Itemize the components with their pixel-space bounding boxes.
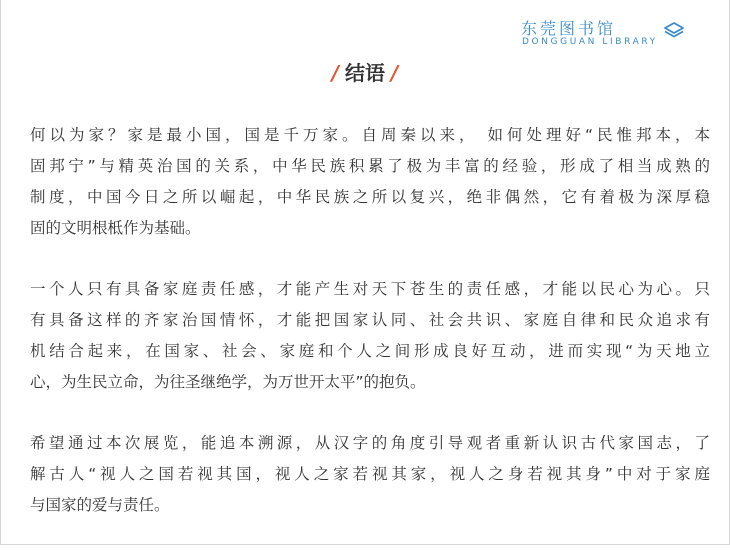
paragraph-2 bbox=[30, 274, 710, 398]
section-heading bbox=[0, 57, 730, 86]
heading-left-slash: / bbox=[331, 61, 339, 85]
body-text bbox=[30, 120, 710, 551]
paragraph-line: 固的文明根柢作为基础。 bbox=[30, 219, 201, 237]
paragraph-line: 制度，中国今日之所以崛起，中华民族之所以复兴，绝非偶然，它有着极为深厚稳 bbox=[30, 188, 710, 206]
paragraph-line: 与国家的爱与责任。 bbox=[30, 496, 170, 514]
heading-right-slash: / bbox=[391, 61, 399, 85]
paragraph-line: 何以为家？家是最小国，国是千万家。自周秦以来， 如何处理好“民惟邦本，本 bbox=[30, 126, 710, 144]
paragraph-line: 有具备这样的齐家治国情怀，才能把国家认同、社会共识、家庭自律和民众追求有 bbox=[30, 311, 710, 329]
paragraph-line: 一个人只有具备家庭责任感，才能产生对天下苍生的责任感，才能以民心为心。只 bbox=[30, 280, 710, 298]
paragraph-1 bbox=[30, 120, 710, 244]
paragraph-3 bbox=[30, 428, 710, 521]
heading-title: 结语 bbox=[345, 61, 385, 85]
logo-name-cn: 东莞图书馆 bbox=[521, 19, 617, 38]
paragraph-line: 心，为生民立命，为往圣继绝学，为万世开太平”的抱负。 bbox=[30, 373, 426, 391]
library-stack-icon bbox=[663, 22, 685, 38]
paragraph-line: 希望通过本次展览，能追本溯源，从汉字的角度引导观者重新认识古代家国志，了 bbox=[30, 434, 710, 452]
paragraph-line: 固邦宁”与精英治国的关系，中华民族积累了极为丰富的经验，形成了相当成熟的 bbox=[30, 157, 710, 175]
paragraph-line: 机结合起来，在国家、社会、家庭和个人之间形成良好互动，进而实现“为天地立 bbox=[30, 342, 710, 360]
library-logo bbox=[521, 16, 691, 52]
logo-name-en: DONGGUAN LIBRARY bbox=[522, 37, 658, 47]
paragraph-line: 解古人“视人之国若视其国，视人之家若视其家，视人之身若视其身”中对于家庭 bbox=[30, 465, 710, 483]
